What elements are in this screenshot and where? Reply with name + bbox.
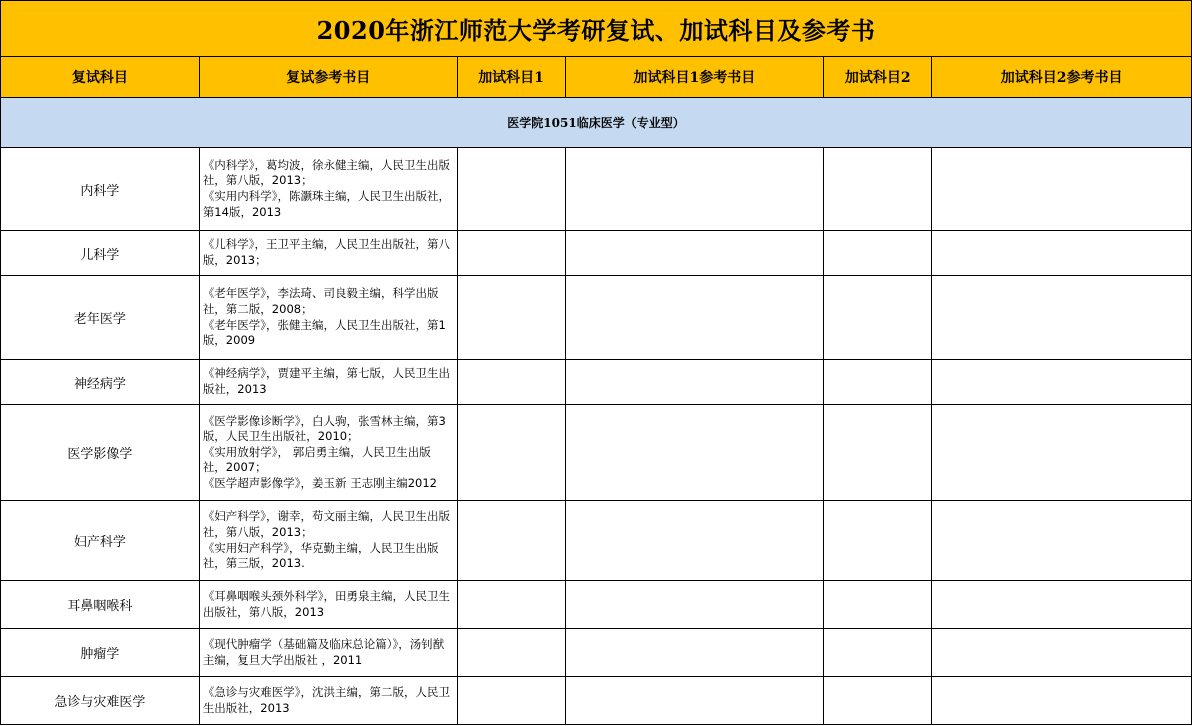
header-retest-books: 复试参考书目 <box>199 57 457 98</box>
empty-cell <box>457 360 565 405</box>
empty-cell <box>824 629 932 677</box>
subject-cell: 急诊与灾难医学 <box>1 677 200 725</box>
empty-cell <box>565 677 824 725</box>
reference-books-cell: 《耳鼻咽喉头颈外科学》，田勇泉主编，人民卫生出版社，第八版，2013 <box>199 581 457 629</box>
table-row <box>1 405 1192 501</box>
table-row <box>1 360 1192 405</box>
table-row <box>1 276 1192 360</box>
table-row <box>1 231 1192 276</box>
empty-cell <box>457 148 565 231</box>
empty-cell <box>565 276 824 360</box>
reference-books-cell: 《神经病学》，贾建平主编，第七版，人民卫生出版社，2013 <box>199 360 457 405</box>
table-row <box>1 501 1192 581</box>
empty-cell <box>565 148 824 231</box>
empty-cell <box>824 148 932 231</box>
header-extra-books-2: 加试科目2参考书目 <box>932 57 1192 98</box>
table-row <box>1 677 1192 725</box>
subject-cell: 妇产科学 <box>1 501 200 581</box>
empty-cell <box>565 581 824 629</box>
subject-cell: 肿瘤学 <box>1 629 200 677</box>
empty-cell <box>932 231 1192 276</box>
subject-cell: 神经病学 <box>1 360 200 405</box>
reference-books-cell: 《医学影像诊断学》，白人驹，张雪林主编，第3版，人民卫生出版社，2010； 《实用放射学》， 郭启勇主编，人民卫生出版社，2007； 《医学超声影像学》，姜玉新 王志刚主编2012 <box>199 405 457 501</box>
empty-cell <box>565 360 824 405</box>
section-title: 医学院1051临床医学（专业型） <box>1 98 1192 148</box>
reference-books-cell: 《儿科学》，王卫平主编，人民卫生出版社，第八版，2013； <box>199 231 457 276</box>
empty-cell <box>932 677 1192 725</box>
title-row <box>1 1 1192 57</box>
page-title: 2020年浙江师范大学考研复试、加试科目及参考书 <box>1 1 1192 57</box>
empty-cell <box>565 629 824 677</box>
empty-cell <box>932 405 1192 501</box>
empty-cell <box>824 501 932 581</box>
header-extra-subject-2: 加试科目2 <box>824 57 932 98</box>
subject-cell: 儿科学 <box>1 231 200 276</box>
empty-cell <box>824 405 932 501</box>
header-retest-subject: 复试科目 <box>1 57 200 98</box>
empty-cell <box>457 581 565 629</box>
empty-cell <box>932 629 1192 677</box>
empty-cell <box>932 360 1192 405</box>
reference-books-cell: 《老年医学》，李法琦、司良毅主编，科学出版社，第二版，2008； 《老年医学》，张健主编，人民卫生出版社，第1版，2009 <box>199 276 457 360</box>
empty-cell <box>565 405 824 501</box>
empty-cell <box>932 148 1192 231</box>
reference-books-cell: 《内科学》，葛均波，徐永健主编，人民卫生出版社，第八版，2013； 《实用内科学》，陈灏珠主编，人民卫生出版社，第14版，2013 <box>199 148 457 231</box>
table-row <box>1 629 1192 677</box>
empty-cell <box>932 276 1192 360</box>
section-row <box>1 98 1192 148</box>
subject-cell: 老年医学 <box>1 276 200 360</box>
empty-cell <box>565 501 824 581</box>
empty-cell <box>457 677 565 725</box>
empty-cell <box>457 501 565 581</box>
table-row <box>1 148 1192 231</box>
table-row <box>1 581 1192 629</box>
empty-cell <box>824 276 932 360</box>
reference-books-cell: 《妇产科学》，谢幸，苟文丽主编，人民卫生出版社，第八版，2013； 《实用妇产科学》，华克勤主编，人民卫生出版社，第三版，2013. <box>199 501 457 581</box>
header-extra-books-1: 加试科目1参考书目 <box>565 57 824 98</box>
reference-books-cell: 《现代肿瘤学（基础篇及临床总论篇）》，汤钊猷主编，复旦大学出版社 ，2011 <box>199 629 457 677</box>
empty-cell <box>457 276 565 360</box>
empty-cell <box>824 360 932 405</box>
subject-cell: 内科学 <box>1 148 200 231</box>
empty-cell <box>457 629 565 677</box>
empty-cell <box>457 231 565 276</box>
empty-cell <box>565 231 824 276</box>
header-row <box>1 57 1192 98</box>
empty-cell <box>824 677 932 725</box>
subject-cell: 耳鼻咽喉科 <box>1 581 200 629</box>
empty-cell <box>457 405 565 501</box>
empty-cell <box>932 581 1192 629</box>
header-extra-subject-1: 加试科目1 <box>457 57 565 98</box>
reference-books-cell: 《急诊与灾难医学》，沈洪主编，第二版，人民卫生出版社，2013 <box>199 677 457 725</box>
subject-cell: 医学影像学 <box>1 405 200 501</box>
empty-cell <box>824 581 932 629</box>
empty-cell <box>932 501 1192 581</box>
empty-cell <box>824 231 932 276</box>
